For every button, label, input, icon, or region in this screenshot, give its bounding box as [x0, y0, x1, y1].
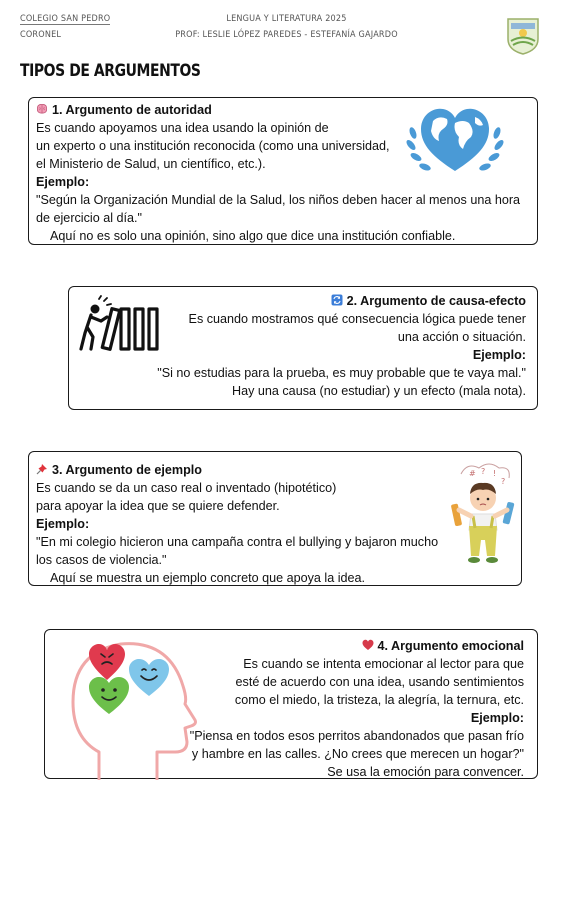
card-example-argument — [28, 451, 522, 586]
header-divider — [20, 24, 110, 25]
svg-text:?: ? — [501, 477, 506, 486]
card-text-line: Es cuando mostramos qué consecuencia lógica puede tener — [188, 312, 526, 326]
card-title: 4. Argumento emocional — [377, 639, 524, 653]
cycle-arrows-icon — [331, 294, 343, 306]
school-name: COLEGIO SAN PEDRO — [20, 14, 111, 24]
card-text-line: Es cuando apoyamos una idea usando la opinión de — [36, 121, 329, 135]
thinking-child-illustration — [447, 460, 519, 576]
card-title-row — [157, 292, 526, 310]
card-text-line: para apoyar la idea que se quiere defender. — [36, 499, 280, 513]
school-crest-logo — [506, 17, 540, 55]
example-text-line: "En mi colegio hicieron una campaña contra el bullying y bajaron mucho — [36, 535, 439, 549]
example-text-line: "Si no estudias para la prueba, es muy probable que te vaya mal." — [157, 366, 526, 380]
example-text-line: de ejercicio al día." — [36, 211, 142, 225]
card-text-line: el Ministerio de Salud, un científico, etc.). — [36, 157, 266, 171]
brain-icon — [36, 103, 48, 115]
teachers-label: PROF: LESLIE LÓPEZ PAREDES - ESTEFANÍA GAJARDO — [175, 30, 398, 40]
page-title: TIPOS DE ARGUMENTOS — [20, 61, 201, 81]
svg-text:#: # — [469, 469, 476, 478]
card-title: 2. Argumento de causa-efecto — [346, 294, 526, 308]
card-cause-effect-argument — [68, 286, 538, 410]
svg-text:?: ? — [481, 467, 486, 476]
card-note: Se usa la emoción para convencer. — [327, 765, 524, 779]
emotions-head-illustration — [59, 634, 201, 784]
heart-icon — [362, 639, 374, 651]
card-text-line: como el miedo, la tristeza, la alegría, la ternura, etc. — [234, 693, 524, 707]
card-text-line: Es cuando se intenta emocionar al lector para que — [243, 657, 524, 671]
globe-heart-illustration — [403, 101, 507, 179]
course-label: LENGUA Y LITERATURA 2025 — [226, 14, 347, 24]
card-text-line: Es cuando se da un caso real o inventado (hipotético) — [36, 481, 337, 495]
card-title: 3. Argumento de ejemplo — [52, 463, 202, 477]
card-emotional-argument — [44, 629, 538, 779]
card-note: Aquí no es solo una opinión, sino algo que dice una institución confiable. — [50, 229, 456, 243]
example-label: Ejemplo: — [36, 517, 90, 531]
pushpin-icon — [36, 463, 48, 475]
example-text-line: los casos de violencia." — [36, 553, 167, 567]
card-text-line: un experto o una institución reconocida (como una universidad, — [36, 139, 390, 153]
svg-text:!: ! — [493, 469, 497, 478]
example-text-line: "Según la Organización Mundial de la Salud, los niños deben hacer al menos una hora — [36, 193, 521, 207]
example-text-line: "Piensa en todos esos perritos abandonados que pasan frío — [189, 729, 524, 743]
example-label: Ejemplo: — [36, 175, 90, 189]
example-label: Ejemplo: — [472, 348, 526, 362]
card-note: Hay una causa (no estudiar) y un efecto (mala nota). — [231, 384, 526, 398]
card-text-line: una acción o situación. — [397, 330, 526, 344]
card-note: Aquí se muestra un ejemplo concreto que apoya la idea. — [50, 571, 366, 585]
domino-push-illustration — [77, 295, 163, 353]
card-authority-argument — [28, 97, 538, 245]
card-title-row — [190, 637, 524, 655]
example-label: Ejemplo: — [470, 711, 524, 725]
card-title: 1. Argumento de autoridad — [52, 103, 212, 117]
card-title-row — [36, 461, 438, 479]
example-text-line: y hambre en las calles. ¿No crees que merecen un hogar?" — [191, 747, 524, 761]
card-text-line: esté de acuerdo con una idea, usando sentimientos — [235, 675, 524, 689]
school-city: CORONEL — [20, 30, 62, 40]
